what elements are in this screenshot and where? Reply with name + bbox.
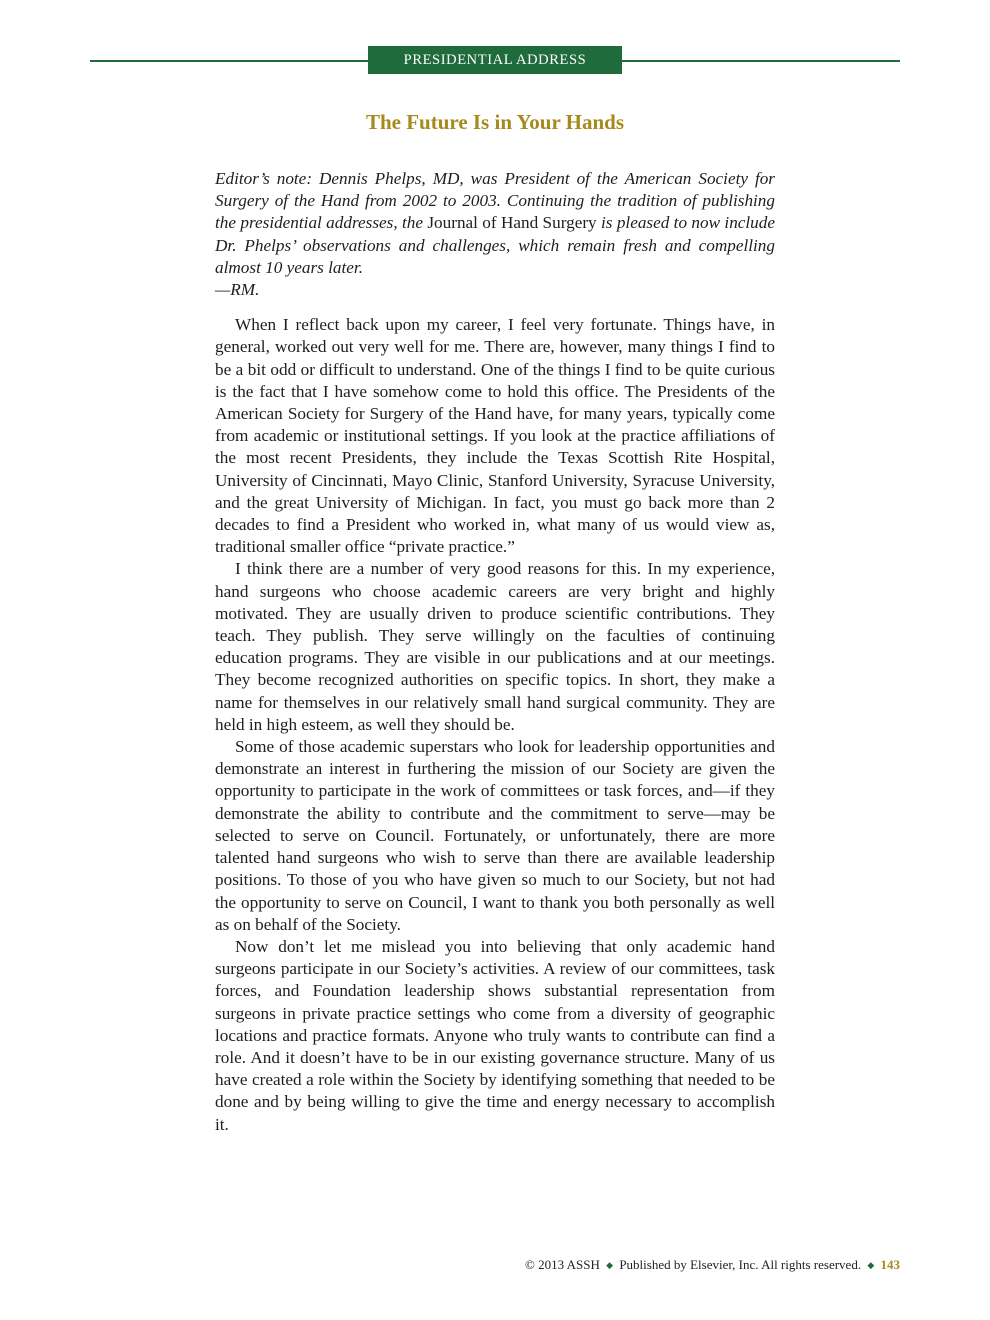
page-number: 143 xyxy=(880,1257,900,1272)
header-rule-right xyxy=(622,60,900,62)
footer-separator-diamond-icon: ◆ xyxy=(606,1260,614,1270)
editor-note-text-before: Editor’s note: Dennis Phelps, MD, was President of the American Society for Surgery of the Hand from 2002 to 2003. Continuing the tradition of publishing the presidential addresses, the xyxy=(215,169,775,233)
footer-copyright: © 2013 ASSH xyxy=(525,1257,600,1272)
header-rule-left xyxy=(90,60,368,62)
footer-page-diamond-icon: ◆ xyxy=(867,1260,875,1270)
section-label: PRESIDENTIAL ADDRESS xyxy=(368,46,622,74)
page-footer xyxy=(525,1257,900,1273)
paragraph-2: I think there are a number of very good reasons for this. In my experience, hand surgeons who choose academic careers are very bright and highly motivated. They are usually driven to produce scientific contributions. They teach. They publish. They serve willingly on the faculties of continuing education programs. They are visible in our publications and at our meetings. They become recognized authorities on specific topics. In short, they make a name for themselves in our relatively small hand surgical community. They are held in high esteem, as well they should be. xyxy=(215,559,775,734)
footer-publisher: Published by Elsevier, Inc. All rights reserved. xyxy=(619,1257,862,1272)
editor-note xyxy=(215,168,775,279)
article-body xyxy=(215,168,775,1136)
editor-signature: —RM. xyxy=(215,280,260,300)
paragraph-3: Some of those academic superstars who look for leadership opportunities and demonstrate an interest in furthering the mission of our Society are given the opportunity to participate in the work of committees or task forces, and—if they demonstrate the ability to contribute and the commitment to serve—may be selected to serve on Council. Fortunately, or unfortunately, there are more talented hand surgeons who wish to serve than there are available leadership positions. To those of you who have given so much to our Society, but not had the opportunity to serve on Council, I want to thank you both personally as well as on behalf of the Society. xyxy=(215,737,775,934)
journal-name: Journal of Hand Surgery xyxy=(427,213,597,233)
paragraph-1: When I reflect back upon my career, I feel very fortunate. Things have, in general, worked out very well for me. There are, however, many things I find to be a bit odd or difficult to understand. One of the things I find to be quite curious is the fact that I have somehow come to hold this office. The Presidents of the American Society for Surgery of the Hand have, for many years, typically come from academic or institutional settings. If you look at the practice affiliations of the most recent Presidents, they include the Texas Scottish Rite Hospital, University of Cincinnati, Mayo Clinic, Stanford University, Syracuse University, and the great University of Michigan. In fact, you must go back more than 2 decades to find a President who worked in, what many of us would view as, traditional smaller office “private practice.” xyxy=(215,315,775,557)
article-title: The Future Is in Your Hands xyxy=(365,110,625,134)
paragraph-4: Now don’t let me mislead you into believing that only academic hand surgeons participate in our Society’s activities. A review of our committees, task forces, and Foundation leadership shows substantial representation from surgeons in private practice settings who come from a diversity of geographic locations and practice formats. Anyone who truly wants to contribute can find a role. And it doesn’t have to be in our existing governance structure. Many of us have created a role within the Society by identifying something that needed to be done and by being willing to give the time and energy necessary to accomplish it. xyxy=(215,936,775,1134)
editor-note-text-after: is pleased to now include Dr. Phelps’ observations and challenges, which remain fresh and compelling almost 10 years later. xyxy=(215,213,776,277)
